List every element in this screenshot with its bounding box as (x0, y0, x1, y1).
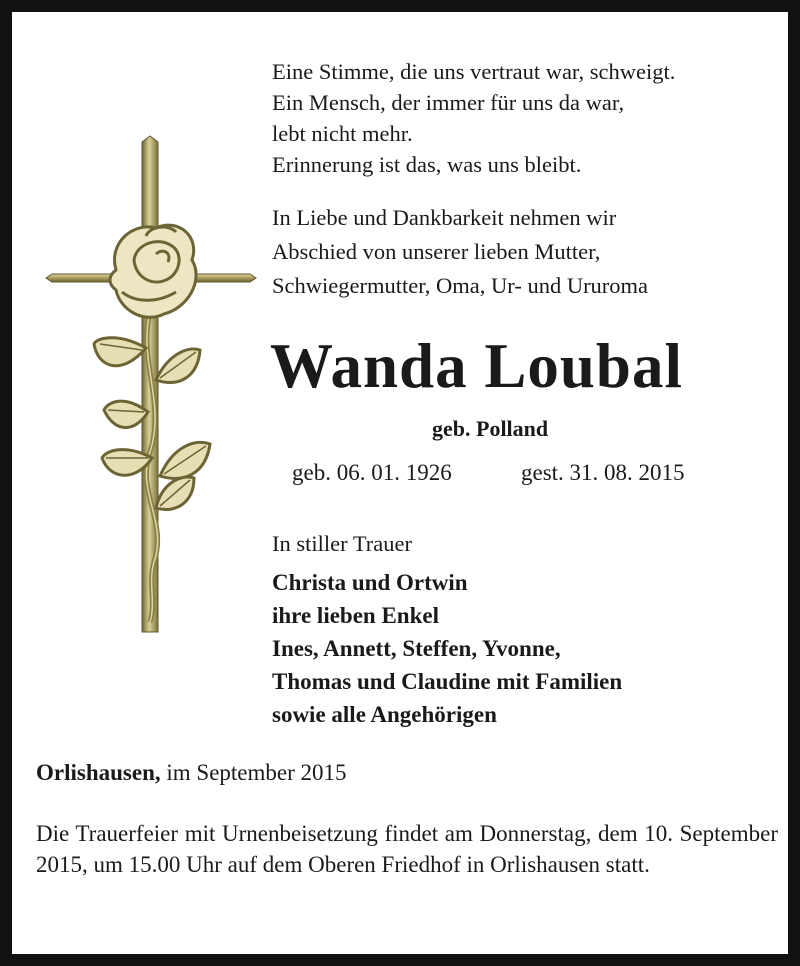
mourner-line: sowie alle Angehörigen (272, 702, 497, 727)
poem-line: Erinnerung ist das, was uns bleibt. (272, 152, 582, 177)
poem-line: lebt nicht mehr. (272, 121, 413, 146)
poem-line: Eine Stimme, die uns vertraut war, schweigt. (272, 59, 676, 84)
maiden-name: geb. Polland (432, 416, 549, 441)
mourner-line: Christa und Ortwin (272, 570, 468, 595)
place-date (36, 760, 347, 786)
farewell-line: In Liebe und Dankbarkeit nehmen wir (272, 205, 617, 230)
date-line: im September 2015 (160, 760, 347, 785)
birth-date: geb. 06. 01. 1926 (292, 460, 452, 485)
deceased-name: Wanda Loubal (270, 331, 683, 401)
mourner-line: Thomas und Claudine mit Familien (272, 669, 623, 694)
place: Orlishausen, (36, 760, 161, 785)
farewell-line: Schwiegermutter, Oma, Ur- und Ururoma (272, 273, 649, 298)
mourner-line: Ines, Annett, Steffen, Yvonne, (272, 636, 561, 661)
service-note: Die Trauerfeier mit Urnenbeisetzung findet am Donnerstag, dem 10. September 2015, um 15.00 Uhr auf dem Oberen Friedhof in Orlishausen statt. (36, 821, 778, 877)
mourning-intro: In stiller Trauer (272, 531, 412, 556)
poem-line: Ein Mensch, der immer für uns da war, (272, 90, 625, 115)
cross-with-rose-icon (38, 132, 258, 637)
death-date: gest. 31. 08. 2015 (521, 460, 685, 485)
farewell-line: Abschied von unserer lieben Mutter, (272, 239, 601, 264)
mourner-line: ihre lieben Enkel (272, 603, 439, 628)
